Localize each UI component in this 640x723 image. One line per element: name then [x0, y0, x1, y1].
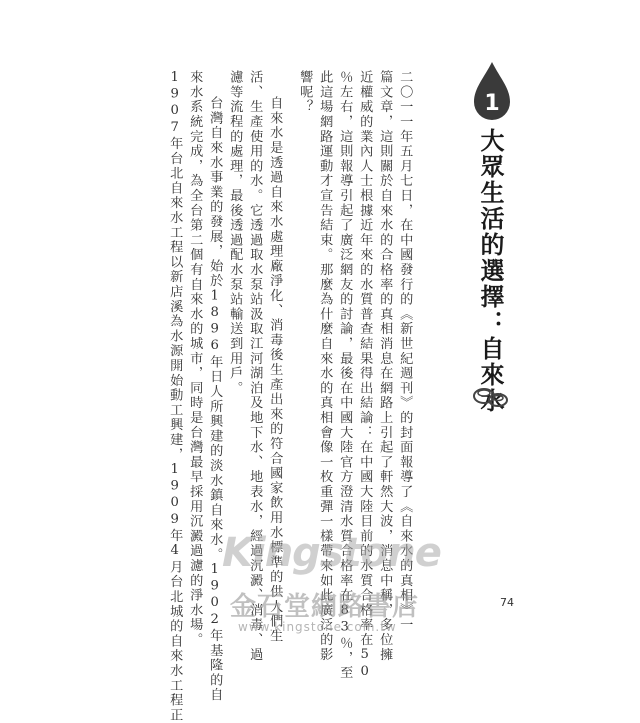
text-column-12: 1907年台北自來水工程以新店溪為水源開始動工興建，1909年4月台北城的自來水工程正 — [167, 70, 183, 723]
text-column-8: 活、生產使用的水。它透過取水泵站汲取江河湖泊及地下水、地表水，經過沉澱、消毒、過 — [247, 70, 263, 662]
text-column-11: 來水系統完成，為全台第二個有自來水的城市，同時是台灣最早採用沉澱過濾的淨水場。 — [187, 70, 203, 648]
chapter-number: 1 — [484, 91, 500, 116]
watermark-logo: Kingstone — [222, 530, 441, 576]
text-column-10: 台灣自來水事業的發展，始於1896年日人所興建的淡水鎮自來水。1902年基隆的自 — [207, 96, 223, 703]
text-column-9: 濾等流程的處理，最後透過配水泵站輸送到用戶。 — [227, 70, 243, 396]
watermark-store-name: 金石堂網路書店 — [230, 592, 420, 622]
text-column-3: 近權威的業內人士根據近年來的水質普查結果得出結論：在中國大陸目前的水質合格率在50 — [357, 70, 373, 681]
page-number: 74 — [500, 596, 514, 609]
text-column-5: 此這場網路運動才宣告結束。那麼為什麼自來水的真相會像一枚重彈一樣帶來如此廣泛的影 — [317, 70, 333, 662]
cups-icon — [470, 380, 510, 408]
text-column-1: 二〇一一年五月七日，在中國發行的《新世紀週刊》的封面報導了《自來水的真相》一 — [397, 70, 413, 633]
watermark-url: www.kingstone.com.tw — [238, 620, 397, 634]
text-column-7: 自來水是透過自來水處理廠淨化、消毒後生產出來的符合國家飲用水標準的供人們生 — [267, 96, 283, 644]
text-column-2: 篇文章，這則關於自來水的合格率的真相消息在網路上引起了軒然大波，消息中稱，多位擁 — [377, 70, 393, 662]
text-column-4: ％左右，這則報導引起了廣泛網友的討論，最後在中國大陸官方澄清水質合格率在83％，至 — [337, 70, 353, 681]
text-column-6: 響呢？ — [297, 70, 313, 115]
water-drop-icon — [470, 60, 514, 122]
chapter-title: 大眾生活的選擇：自來水 — [476, 128, 504, 414]
